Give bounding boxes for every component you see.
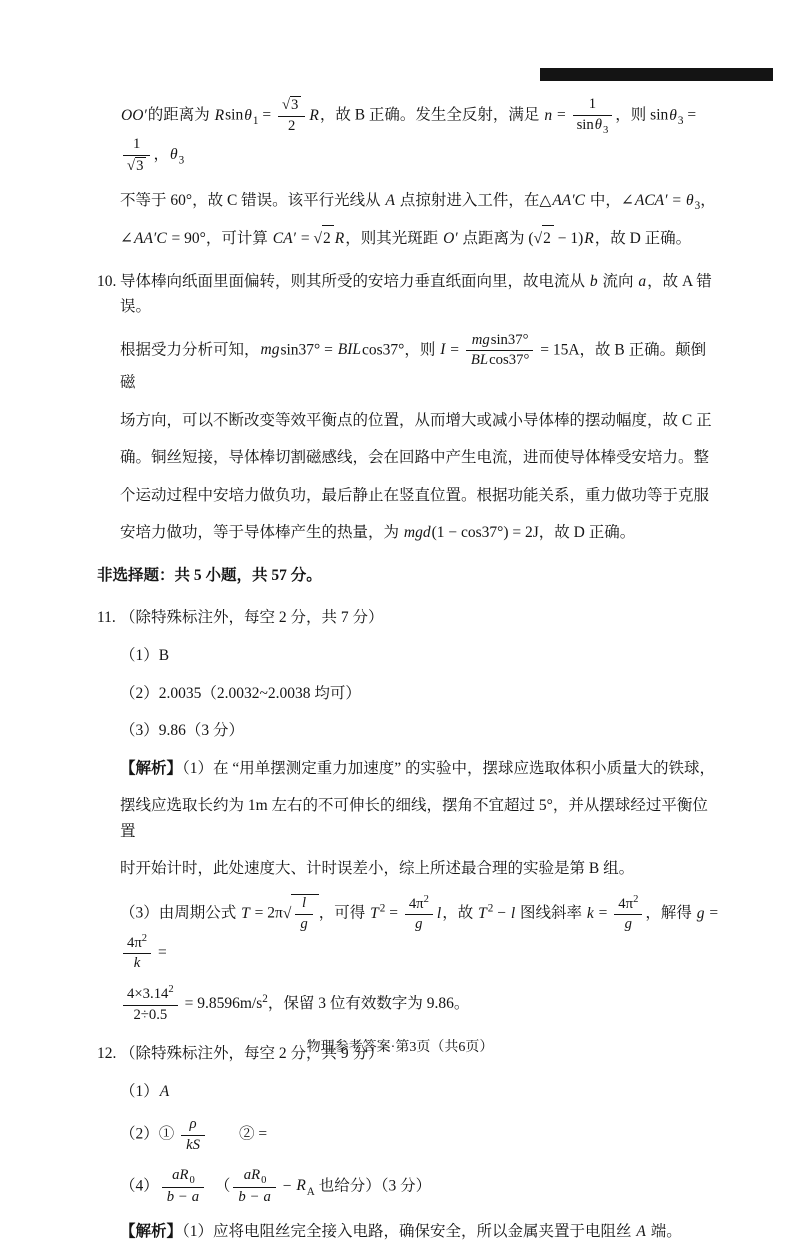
math-variable: R bbox=[309, 106, 319, 124]
radical bbox=[127, 158, 146, 174]
fraction bbox=[295, 895, 312, 933]
item-number: 11. bbox=[97, 609, 116, 627]
radical-body: 3 bbox=[290, 96, 301, 115]
footer-text: 物理参考答案·第3页（共6页） bbox=[306, 1040, 494, 1055]
superscript: 2 bbox=[168, 983, 174, 995]
math-variable: b bbox=[166, 1189, 175, 1206]
math-variable: θ bbox=[669, 106, 677, 124]
math-variable: l bbox=[510, 904, 516, 922]
text-line: 非选择题：共 5 小题，共 57 分。 bbox=[97, 566, 322, 584]
math-variable: θ bbox=[169, 146, 178, 164]
bold-label: 【解析】 bbox=[120, 1222, 183, 1240]
item-number: 12. bbox=[97, 1045, 117, 1063]
fraction-denominator: b − a bbox=[166, 1189, 200, 1206]
fraction-numerator bbox=[181, 1116, 205, 1136]
fraction-denominator: b − a bbox=[238, 1189, 271, 1206]
superscript: 2 bbox=[423, 893, 429, 905]
text-line: 安培力做功，等于导体棒产生的热量，为 mgd(1 − cos37°) = 2J，故 D 正确。 bbox=[120, 524, 636, 542]
fraction-denominator: BLcos37° bbox=[470, 352, 530, 369]
text-line: （1）A bbox=[120, 1082, 170, 1100]
fraction-numerator: $4\times 3.14^2$ bbox=[123, 985, 178, 1006]
fraction bbox=[123, 136, 150, 175]
math-variable: θ bbox=[686, 191, 694, 209]
math-variable: n bbox=[544, 106, 553, 124]
fraction-numerator bbox=[233, 1167, 275, 1189]
math-variable: A bbox=[636, 1222, 646, 1240]
fraction-denominator bbox=[123, 156, 150, 176]
item-number: 10. bbox=[97, 272, 117, 290]
math-variable: BIL bbox=[337, 341, 361, 359]
radical-body: 2 bbox=[322, 225, 334, 252]
math-variable: g bbox=[624, 916, 632, 933]
text-line: （2）① $\frac{\rho}{kS}$ ② = bbox=[120, 1116, 268, 1153]
math-variable: b bbox=[589, 272, 598, 290]
radical-symbol: √ bbox=[282, 904, 292, 922]
fraction-denominator bbox=[614, 915, 642, 934]
math-variable: mg bbox=[260, 341, 280, 359]
subscript: 0 bbox=[189, 1174, 195, 1186]
fraction bbox=[181, 1116, 205, 1154]
subscript: 3 bbox=[694, 199, 701, 212]
scan-artifact-bar bbox=[540, 68, 773, 81]
text-line: （4） $\frac{aR_0}{b - a}$ （ $\frac{aR_0}{b - a}$ − $R_A$ 也给分）（3 分） bbox=[120, 1166, 432, 1206]
math-variable: AA′C bbox=[134, 230, 167, 248]
question-9-analysis bbox=[97, 90, 719, 258]
subscript: 3 bbox=[178, 154, 185, 167]
fraction bbox=[162, 1167, 204, 1207]
math-variable: a bbox=[638, 272, 647, 290]
math-variable: θ bbox=[594, 116, 602, 133]
math-variable: g bbox=[696, 904, 705, 922]
radical-body: 3 bbox=[135, 157, 146, 176]
fraction bbox=[573, 96, 613, 136]
question-11 bbox=[97, 599, 719, 1030]
math-variable: g bbox=[300, 915, 308, 932]
fraction bbox=[123, 985, 178, 1024]
fraction bbox=[278, 96, 305, 135]
subscript: 0 bbox=[261, 1174, 267, 1186]
fraction bbox=[123, 934, 151, 973]
fraction-denominator bbox=[181, 1136, 205, 1155]
math-variable: OO′ bbox=[121, 106, 147, 124]
math-variable: T bbox=[370, 904, 379, 922]
text-line: 时开始计时，此处速度大、计时误差小，综上所述最合理的实验是第 B 组。 bbox=[120, 860, 635, 878]
text-line: 导体棒向纸面里面偏转，则其所受的安培力垂直纸面向里，故电流从 b 流向 a，故 A 错误。 bbox=[120, 272, 712, 316]
superscript: 2 bbox=[487, 902, 494, 915]
superscript: 2 bbox=[141, 932, 148, 944]
fraction bbox=[233, 1167, 275, 1207]
radical-symbol: √ bbox=[281, 97, 291, 114]
math-variable: b bbox=[238, 1189, 246, 1206]
text-line: 【解析】（1）在 “用单摆测定重力加速度” 的实验中，摆球应选取体积小质量大的铁球， bbox=[120, 759, 716, 777]
fraction bbox=[405, 895, 433, 934]
subscript: A bbox=[306, 1185, 315, 1198]
fraction-numerator: $4\pi^2$ bbox=[123, 934, 151, 955]
page-footer bbox=[0, 1036, 800, 1056]
math-variable: R bbox=[296, 1177, 306, 1195]
fraction-numerator: $4\pi^2$ bbox=[405, 895, 433, 916]
math-variable: BL bbox=[470, 352, 489, 369]
math-variable: a bbox=[191, 1189, 200, 1206]
question-10-analysis bbox=[97, 263, 719, 552]
fraction bbox=[614, 895, 642, 934]
text-line: OO′的距离为 Rsinθ$_1$ = $\frac{√3}{2}$ R，故 B 正确。发生全反射，满足 n = $\frac{1}{\sin\theta_3}$ ，则 sinθ$_3$ = $\frac{1}{√3}$ ，$\theta_3$ bbox=[121, 96, 697, 174]
subscript: 1 bbox=[252, 114, 259, 127]
text-line: 个运动过程中安培力做负功，最后静止在竖直位置。根据功能关系，重力做功等于克服 bbox=[120, 486, 710, 504]
text-line: 摆线应选取长约为 1m 左右的不可伸长的细线，摆角不宜超过 5°，并从摆球经过平衡位置 bbox=[120, 797, 708, 840]
fraction-denominator: 2 bbox=[287, 118, 296, 135]
text-line: （2）2.0035（2.0032~2.0038 均可） bbox=[120, 684, 361, 702]
superscript: 2 bbox=[379, 902, 386, 915]
question-12 bbox=[97, 1035, 719, 1250]
math-variable: aR bbox=[243, 1166, 261, 1183]
section-heading bbox=[97, 557, 719, 595]
fraction-denominator bbox=[123, 954, 151, 973]
fraction-numerator: mgsin37° bbox=[466, 332, 533, 352]
subscript: 3 bbox=[602, 124, 609, 136]
radical bbox=[282, 97, 301, 113]
math-variable: l bbox=[436, 904, 442, 922]
radical-body bbox=[291, 894, 318, 933]
fraction-denominator bbox=[295, 915, 312, 934]
math-variable: AA′C bbox=[552, 191, 585, 209]
bold-label: 【解析】 bbox=[120, 759, 183, 777]
math-variable: T bbox=[478, 904, 487, 922]
radical-body: 2 bbox=[542, 225, 554, 252]
math-variable: mgd bbox=[403, 524, 431, 542]
radical bbox=[534, 230, 554, 247]
math-variable: CA′ bbox=[272, 230, 296, 248]
math-variable: mg bbox=[471, 331, 490, 348]
fraction bbox=[466, 332, 533, 370]
radical-symbol: √ bbox=[127, 157, 136, 174]
math-variable: θ bbox=[244, 106, 252, 124]
fraction-numerator: 1 bbox=[123, 136, 150, 156]
radical bbox=[313, 230, 333, 247]
fraction-numerator: 1 bbox=[573, 96, 613, 116]
superscript: 2 bbox=[262, 992, 268, 1005]
fraction-numerator bbox=[278, 96, 305, 117]
text-line: 不等于 60°，故 C 错误。该平行光线从 A 点掠射进入工件，在△AA′C 中，∠ACA′ = $\theta_3$， bbox=[120, 191, 716, 212]
fraction-denominator bbox=[405, 915, 433, 934]
math-variable: A bbox=[385, 191, 396, 209]
fraction-numerator: $4\pi^2$ bbox=[614, 895, 642, 916]
math-variable: O′ bbox=[443, 230, 458, 248]
math-variable: aR bbox=[172, 1166, 189, 1183]
math-variable: A bbox=[159, 1082, 170, 1100]
math-variable: I bbox=[440, 341, 446, 359]
text-line: $\frac{4\times 3.14^2}{2\div 0.5}$ = $9.8596m/s^2$，保留 3 位有效数字为 9.86。 bbox=[120, 979, 719, 1030]
text-line: （3）9.86（3 分） bbox=[120, 722, 245, 740]
math-variable: T bbox=[241, 904, 250, 922]
fraction-denominator: sinθ$_3$ bbox=[576, 116, 609, 136]
text-line: 确。铜丝短接，导体棒切割磁感线，会在回路中产生电流，进而使导体棒受安培力。整 bbox=[120, 449, 710, 467]
fraction-numerator bbox=[162, 1167, 204, 1189]
math-variable: R bbox=[334, 230, 345, 248]
text-line: 场方向，可以不断改变等效平衡点的位置，从而增大或减小导体棒的摆动幅度，故 C 正 bbox=[120, 411, 712, 429]
math-variable: R bbox=[214, 106, 225, 124]
math-variable: g bbox=[415, 916, 423, 933]
text-line: （1）B bbox=[120, 647, 170, 665]
math-variable: R bbox=[584, 230, 594, 248]
math-variable: a bbox=[263, 1189, 271, 1206]
text-line: （除特殊标注外，每空 2 分，共 9 分） bbox=[120, 1045, 384, 1063]
text-line: 【解析】（1）应将电阻丝完全接入电路，确保安全，所以金属夹置于电阻丝 A 端。 bbox=[120, 1222, 682, 1240]
math-variable: k bbox=[133, 955, 141, 972]
radical-symbol: √ bbox=[313, 230, 322, 248]
radical bbox=[282, 894, 319, 932]
answer-content bbox=[97, 90, 719, 1255]
superscript: 2 bbox=[633, 893, 639, 905]
math-variable: ACA′ bbox=[634, 191, 668, 209]
math-variable: kS bbox=[186, 1136, 201, 1153]
math-variable: l bbox=[301, 894, 307, 911]
text-line: 根据受力分析可知，mgsin37° = BILcos37°，则 I = $\frac{mgsin37^\circ}{BLcos37^\circ}$ = 15A，故 B 正确。颠倒磁 bbox=[120, 331, 707, 392]
math-variable: ρ bbox=[189, 1116, 197, 1133]
radical-symbol: √ bbox=[533, 230, 543, 248]
fraction-denominator: 2÷0.5 bbox=[133, 1006, 168, 1023]
fraction-numerator bbox=[295, 895, 312, 915]
text-line: （除特殊标注外，每空 2 分，共 7 分） bbox=[120, 609, 384, 627]
text-line: ∠AA′C = 90°，可计算 CA′ = √2 R，则其光斑距 O′ 点距离为 (√2 − 1)R，故 D 正确。 bbox=[120, 219, 719, 258]
text-line: （3）由周期公式 T = 2π√ $\frac{l}{g}$ ，可得 $T^2$ = $\frac{4\pi^2}{g}$ l，故 $T^2 - l$ 图线斜率 k = $\frac{4\pi^2}{g}$ ，解得 g = $\frac{4\pi^2}{k}$ = bbox=[120, 893, 719, 972]
math-variable: k bbox=[586, 904, 594, 922]
subscript: 3 bbox=[677, 114, 684, 127]
